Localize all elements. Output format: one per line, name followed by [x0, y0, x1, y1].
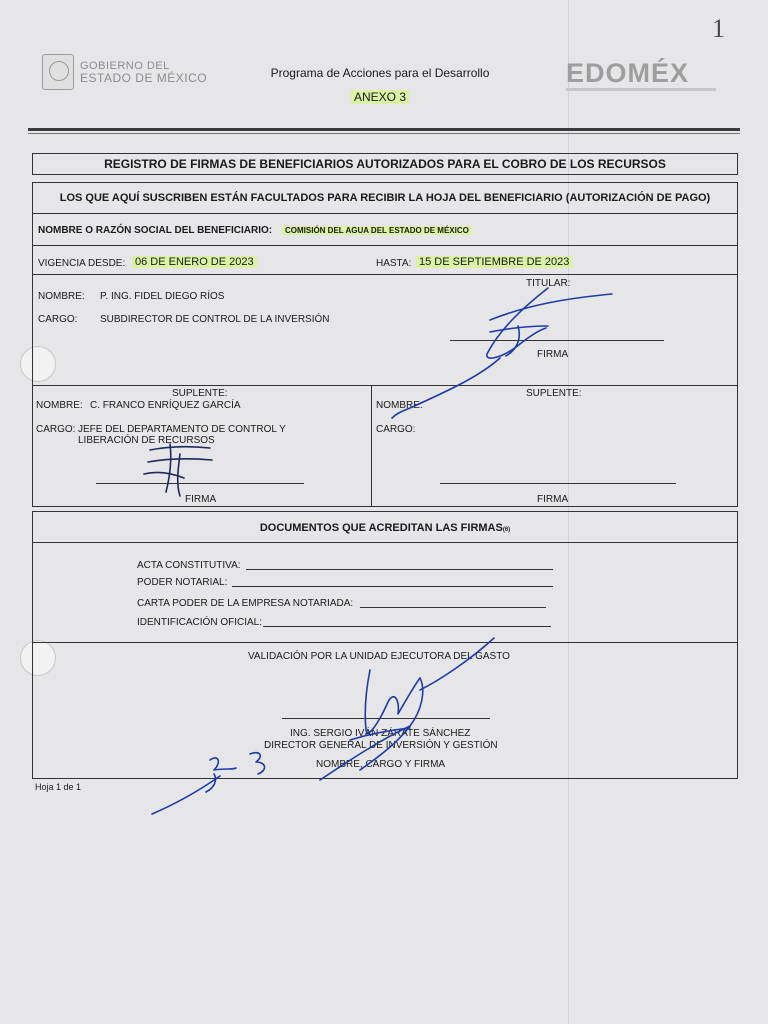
gov-name-line2: ESTADO DE MÉXICO: [80, 70, 208, 85]
doc-carta-label: CARTA PODER DE LA EMPRESA NOTARIADA:: [137, 598, 354, 609]
suplente2-label: SUPLENTE:: [526, 388, 582, 399]
initials-signature-image: [140, 740, 290, 830]
suplente2-name-label: NOMBRE:: [376, 400, 423, 411]
divider: [32, 245, 738, 246]
beneficiary-value: COMISIÓN DEL AGUA DEL ESTADO DE MÉXICO: [282, 226, 472, 235]
edomex-logo: EDOMÉX: [566, 58, 690, 88]
valid-to-label: HASTA:: [376, 258, 412, 269]
validation-signer-name: ING. SERGIO IVÁN ZÁRATE SÁNCHEZ: [290, 728, 471, 739]
suplente1-name-label: NOMBRE:: [36, 400, 83, 411]
header-rule: [28, 128, 740, 131]
divider: [32, 542, 738, 543]
doc-poder-line: [232, 586, 553, 587]
titular-name-value: P. ING. FIDEL DIEGO RÍOS: [100, 291, 225, 302]
validation-title: VALIDACIÓN POR LA UNIDAD EJECUTORA DEL GASTO: [248, 651, 510, 662]
doc-poder-label: PODER NOTARIAL:: [137, 577, 228, 588]
documents-title: [32, 522, 738, 534]
form-title: REGISTRO DE FIRMAS DE BENEFICIARIOS AUTORIZADOS PARA EL COBRO DE LOS RECURSOS: [104, 157, 666, 171]
suplente1-cargo-label: CARGO:: [36, 424, 76, 435]
titular-signature-image: [370, 280, 630, 420]
program-title: Programa de Acciones para el Desarrollo: [270, 66, 490, 80]
valid-to-value: 15 DE SEPTIEMBRE DE 2023: [416, 256, 572, 268]
coat-of-arms-icon: [42, 54, 74, 90]
suplente1-label: SUPLENTE:: [172, 388, 228, 399]
titular-cargo-value: SUBDIRECTOR DE CONTROL DE LA INVERSIÓN: [100, 314, 330, 325]
form-title-box: [32, 153, 738, 175]
suplente1-name-value: C. FRANCO ENRÍQUEZ GARCÍA: [90, 400, 241, 411]
sheet-count: Hoja 1 de 1: [35, 782, 82, 792]
titular-firma-label: FIRMA: [537, 349, 569, 360]
suplente-signature-image: [130, 440, 220, 500]
handwritten-page-number: 1: [712, 14, 725, 43]
suplente1-cargo-value-line1: JEFE DEL DEPARTAMENTO DE CONTROL Y: [78, 424, 286, 435]
doc-id-line: [263, 626, 551, 627]
government-logo: [42, 54, 207, 90]
edomex-logo-tagline: [566, 88, 716, 91]
documents-title-note: (6): [502, 527, 511, 533]
doc-carta-line: [360, 607, 546, 608]
validation-signer-title: DIRECTOR GENERAL DE INVERSIÓN Y GESTIÓN: [264, 740, 498, 751]
divider: [32, 274, 738, 275]
validation-caption: NOMBRE, CARGO Y FIRMA: [316, 759, 446, 770]
doc-acta-label: ACTA CONSTITUTIVA:: [137, 560, 241, 571]
suplente2-firma-label: FIRMA: [537, 494, 569, 505]
beneficiary-label: NOMBRE O RAZÓN SOCIAL DEL BENEFICIARIO:: [38, 225, 273, 236]
annex-label: ANEXO 3: [351, 90, 409, 104]
suplente1-firma-label: FIRMA: [185, 494, 217, 505]
titular-cargo-label: CARGO:: [38, 314, 78, 325]
valid-from-label: VIGENCIA DESDE:: [38, 258, 126, 269]
titular-name-label: NOMBRE:: [38, 291, 85, 302]
form-subtitle: LOS QUE AQUÍ SUSCRIBEN ESTÁN FACULTADOS PARA RECIBIR LA HOJA DEL BENEFICIARIO (AUTORIZACIÓN DE PAGO): [59, 192, 711, 204]
doc-id-label: IDENTIFICACIÓN OFICIAL:: [137, 617, 263, 628]
gov-name-line1: GOBIERNO DEL: [80, 59, 170, 72]
valid-from-value: 06 DE ENERO DE 2023: [132, 256, 257, 268]
suplente2-cargo-label: CARGO:: [376, 424, 416, 435]
documents-title-text: DOCUMENTOS QUE ACREDITAN LAS FIRMAS: [259, 522, 503, 534]
suplente2-signature-line: [440, 483, 676, 484]
titular-label: TITULAR:: [526, 278, 571, 289]
suplente1-cargo-value-line2: LIBERACIÓN DE RECURSOS: [78, 435, 215, 446]
header-rule-thin: [28, 133, 740, 134]
validation-signature-image: [280, 630, 510, 790]
doc-acta-line: [246, 569, 553, 570]
divider: [32, 213, 738, 214]
